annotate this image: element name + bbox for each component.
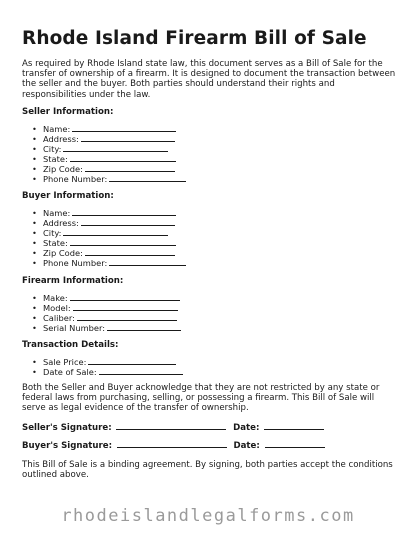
seller-name-blank[interactable]: [72, 124, 176, 132]
field-label: Phone Number:: [43, 258, 108, 268]
seller-signature-line: [22, 422, 324, 433]
transaction-heading: Transaction Details:: [22, 340, 119, 350]
seller-address-field: [32, 134, 186, 144]
buyer-signature-line: [22, 440, 325, 451]
buyer-city-blank[interactable]: [63, 228, 168, 236]
firearm-model-field: [32, 303, 181, 313]
buyer-date-label: Date:: [233, 441, 260, 451]
buyer-state-blank[interactable]: [70, 238, 176, 246]
buyer-phone-field: [32, 258, 186, 268]
buyer-zip-field: [32, 248, 186, 258]
firearm-make-field: [32, 293, 181, 303]
field-label: Zip Code:: [43, 248, 83, 258]
firearm-make-blank[interactable]: [70, 293, 180, 301]
seller-address-blank[interactable]: [81, 134, 175, 142]
buyer-heading: Buyer Information:: [22, 191, 114, 201]
firearm-heading: Firearm Information:: [22, 276, 124, 286]
website-watermark: rhodeislandlegalforms.com: [61, 506, 355, 526]
buyer-state-field: [32, 238, 186, 248]
buyer-address-blank[interactable]: [81, 218, 175, 226]
transaction-fields: [32, 357, 183, 377]
intro-paragraph: As required by Rhode Island state law, this document serves as a Bill of Sale for the transfer of ownership of a firearm. It is designed to document the transaction between the seller and the buyer. Both parties should understand their rights and responsibilities under the law.: [22, 59, 396, 100]
seller-state-field: [32, 154, 186, 164]
buyer-date-blank[interactable]: [265, 440, 325, 448]
seller-city-blank[interactable]: [63, 144, 168, 152]
seller-signature-label: Seller's Signature:: [22, 423, 112, 433]
field-label: Model:: [43, 303, 71, 313]
field-label: City:: [43, 228, 62, 238]
firearm-model-blank[interactable]: [73, 303, 178, 311]
seller-date-blank[interactable]: [264, 422, 324, 430]
field-label: Make:: [43, 293, 68, 303]
buyer-zip-blank[interactable]: [85, 248, 175, 256]
seller-zip-blank[interactable]: [85, 164, 175, 172]
field-label: Zip Code:: [43, 164, 83, 174]
field-label: Serial Number:: [43, 323, 106, 333]
buyer-name-blank[interactable]: [72, 208, 176, 216]
acknowledgment-paragraph: Both the Seller and Buyer acknowledge that they are not restricted by any state or federal laws from purchasing, selling, or possessing a firearm. This Bill of Sale will serve as legal evidence of the transfer of ownership.: [22, 383, 380, 414]
seller-city-field: [32, 144, 186, 154]
buyer-name-field: [32, 208, 186, 218]
buyer-signature-label: Buyer's Signature:: [22, 441, 113, 451]
field-label: Name:: [43, 208, 71, 218]
seller-name-field: [32, 124, 186, 134]
sale-price-field: [32, 357, 183, 367]
seller-phone-blank[interactable]: [109, 174, 186, 182]
sale-date-blank[interactable]: [99, 367, 183, 375]
field-label: State:: [43, 238, 68, 248]
field-label: City:: [43, 144, 62, 154]
seller-heading: Seller Information:: [22, 107, 114, 117]
firearm-serial-blank[interactable]: [107, 323, 181, 331]
firearm-caliber-field: [32, 313, 181, 323]
document-title: Rhode Island Firearm Bill of Sale: [22, 28, 367, 49]
buyer-city-field: [32, 228, 186, 238]
closing-paragraph: This Bill of Sale is a binding agreement. By signing, both parties accept the conditions outlined above.: [22, 460, 393, 481]
seller-signature-blank[interactable]: [116, 422, 226, 430]
field-label: Address:: [43, 218, 79, 228]
buyer-signature-blank[interactable]: [117, 440, 227, 448]
seller-date-label: Date:: [233, 423, 260, 433]
seller-state-blank[interactable]: [70, 154, 176, 162]
seller-phone-field: [32, 174, 186, 184]
field-label: Phone Number:: [43, 174, 108, 184]
firearm-caliber-blank[interactable]: [77, 313, 177, 321]
firearm-fields: [32, 293, 181, 333]
buyer-address-field: [32, 218, 186, 228]
buyer-fields: [32, 208, 186, 268]
field-label: Sale Price:: [43, 357, 87, 367]
sale-price-blank[interactable]: [88, 357, 176, 365]
field-label: Caliber:: [43, 313, 75, 323]
buyer-phone-blank[interactable]: [109, 258, 186, 266]
field-label: Name:: [43, 124, 71, 134]
field-label: Date of Sale:: [43, 367, 97, 377]
seller-fields: [32, 124, 186, 184]
field-label: Address:: [43, 134, 79, 144]
seller-zip-field: [32, 164, 186, 174]
field-label: State:: [43, 154, 68, 164]
firearm-serial-field: [32, 323, 181, 333]
sale-date-field: [32, 367, 183, 377]
